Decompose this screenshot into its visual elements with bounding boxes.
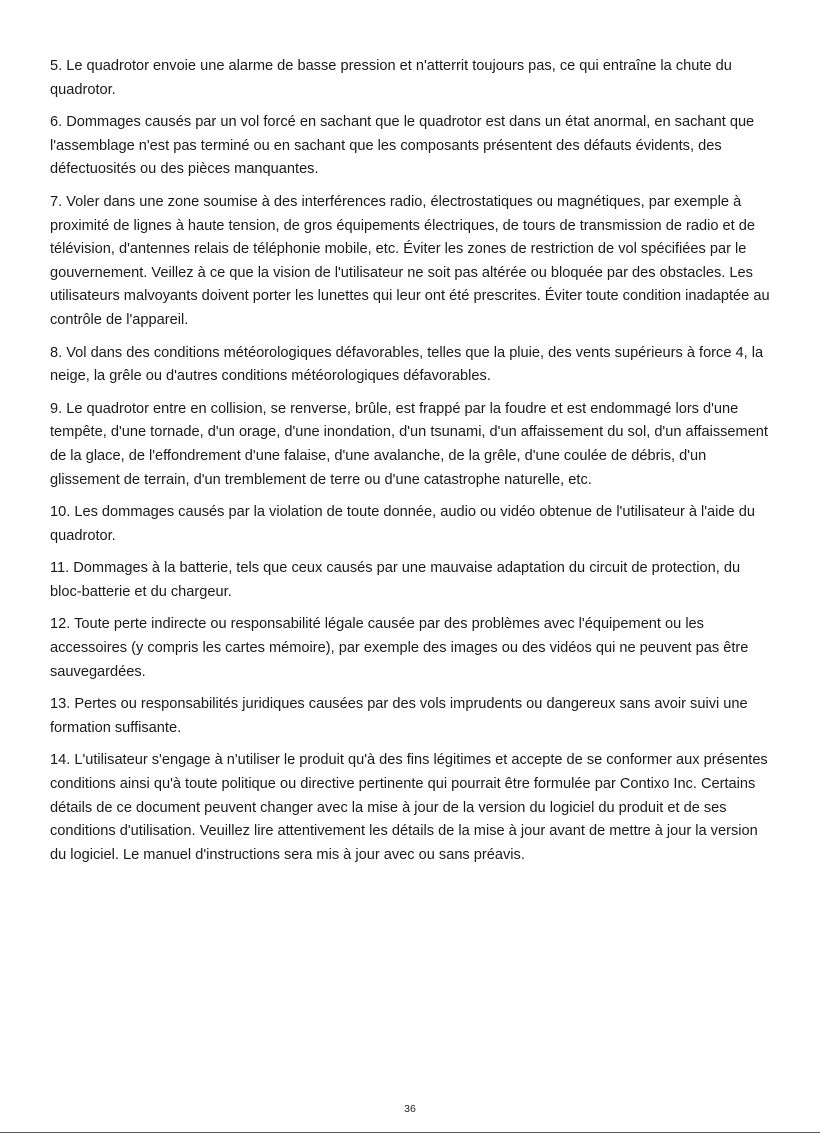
clause-9: 9. Le quadrotor entre en collision, se renverse, brûle, est frappé par la foudre et est endommagé lors d'une tempête, d'une tornade, d'un orage, d'une inondation, d'un tsunami, d'un affaissement du sol, d'un affaissement de la glace, de l'effondrement d'une falaise, d'une avalanche, de la grêle, d'une coulée de débris, d'un glissement de terrain, d'un tremblement de terre ou d'une catastrophe naturelle, etc. [50, 400, 768, 488]
clause-5: 5. Le quadrotor envoie une alarme de basse pression et n'atterrit toujours pas, ce qui entraîne la chute du quadrotor. [50, 58, 732, 98]
page-bottom-divider [0, 1132, 820, 1133]
clause-6: 6. Dommages causés par un vol forcé en sachant que le quadrotor est dans un état anormal, en sachant que l'assemblage n'est pas terminé ou en sachant que les composants présentent des défauts évidents, des défectuosités ou des pièces manquantes. [50, 114, 755, 178]
page-number: 36 [404, 1103, 416, 1115]
clause-7: 7. Voler dans une zone soumise à des interférences radio, électrostatiques ou magnétiques, par exemple à proximité de lignes à haute tension, de gros équipements électriques, de tours de transmission de radio et de télévision, d'antennes relais de téléphonie mobile, etc. Éviter les zones de restriction de vol spécifiées par le gouvernement. Veillez à ce que la vision de l'utilisateur ne soit pas altérée ou bloquée par des obstacles. Les utilisateurs malvoyants doivent porter les lunettes qui leur ont été prescrites. Éviter toute condition inadaptée au contrôle de l'appareil. [50, 193, 770, 328]
clause-14: 14. L'utilisateur s'engage à n'utiliser le produit qu'à des fins légitimes et accepte de se conformer aux présentes conditions ainsi qu'à toute politique ou directive pertinente qui pourrait être formulée par Contixo Inc. Certains détails de ce document peuvent changer avec la mise à jour de la version du logiciel du produit et de ses conditions d'utilisation. Veuillez lire attentivement les détails de la mise à jour avant de mettre à jour la version du logiciel. Le manuel d'instructions sera mis à jour avec ou sans préavis. [50, 752, 768, 863]
clause-12: 12. Toute perte indirecte ou responsabilité légale causée par des problèmes avec l'équipement ou les accessoires (y compris les cartes mémoire), par exemple des images ou des vidéos qui ne peuvent pas être sauvegardées. [50, 616, 749, 680]
clause-11: 11. Dommages à la batterie, tels que ceux causés par une mauvaise adaptation du circuit de protection, du bloc-batterie et du chargeur. [50, 560, 741, 600]
document-body [50, 55, 772, 876]
clause-13: 13. Pertes ou responsabilités juridiques causées par des vols imprudents ou dangereux sans avoir suivi une formation suffisante. [50, 696, 748, 736]
clause-8: 8. Vol dans des conditions météorologiques défavorables, telles que la pluie, des vents supérieurs à force 4, la neige, la grêle ou d'autres conditions météorologiques défavorables. [50, 344, 764, 385]
clause-10: 10. Les dommages causés par la violation de toute donnée, audio ou vidéo obtenue de l'utilisateur à l'aide du quadrotor. [50, 504, 755, 544]
